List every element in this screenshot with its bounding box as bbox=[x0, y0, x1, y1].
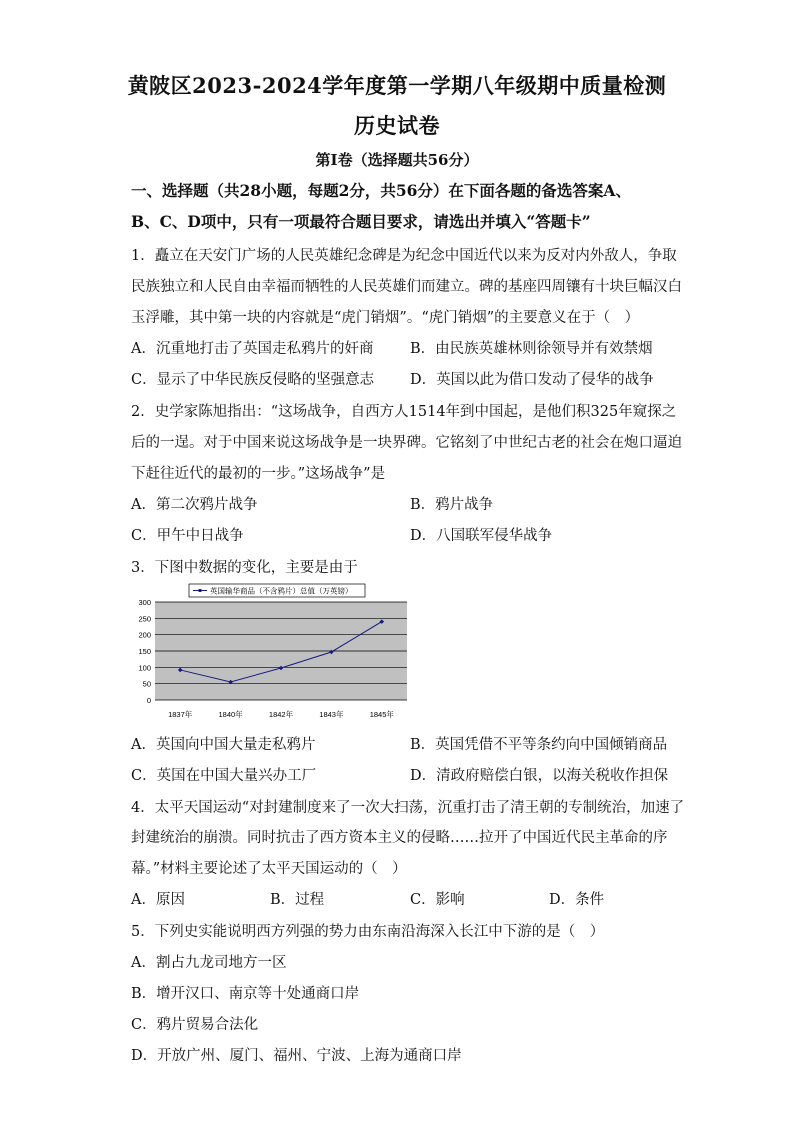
q2-stem-line-1: 2．史学家陈旭指出：“这场战争，自西方人1514年到中国起，是他们积325年窥探之 bbox=[131, 404, 677, 420]
chart-y-tick-label: 250 bbox=[138, 614, 151, 624]
chart-y-tick-label: 150 bbox=[138, 647, 151, 656]
chart-legend-label: 英国输华商品（不含鸦片）总值（万英镑） bbox=[210, 586, 353, 596]
q2-option-b[interactable]: B．鸦片战争 bbox=[410, 497, 494, 513]
q5-stem: 5．下列史实能说明西方列强的势力由东南沿海深入长江中下游的是（ ） bbox=[131, 924, 605, 940]
q4-stem-line-1: 4．太平天国运动“对封建制度来了一次大扫荡，沉重打击了清王朝的专制统治，加速了 bbox=[131, 800, 685, 816]
section-instruction-line-1: 一、选择题（共28小题，每题2分，共56分）在下面各题的备选答案A、 bbox=[131, 181, 631, 200]
q5-option-a[interactable]: A．割占九龙司地方一区 bbox=[131, 955, 287, 971]
q5-option-c[interactable]: C．鸦片贸易合法化 bbox=[131, 1017, 259, 1033]
q1-stem-line-2: 民族独立和人民自由幸福而牺牲的人民英雄们而建立。碑的基座四周镶有十块巨幅汉白 bbox=[131, 279, 682, 295]
q2-option-c[interactable]: C．甲午中日战争 bbox=[131, 528, 244, 544]
q1-stem-line-3: 玉浮雕，其中第一块的内容就是“虎门销烟”。“虎门销烟”的主要意义在于（ ） bbox=[131, 310, 640, 326]
q5-option-b[interactable]: B．增开汉口、南京等十处通商口岸 bbox=[131, 986, 360, 1002]
chart-x-tick-label: 1845年 bbox=[369, 710, 394, 719]
q3-option-b[interactable]: B．英国凭借不平等条约向中国倾销商品 bbox=[410, 737, 668, 753]
q3-stem: 3．下图中数据的变化，主要是由于 bbox=[131, 560, 358, 576]
exam-title: 黄陂区2023-2024学年度第一学期八年级期中质量检测 bbox=[127, 73, 667, 98]
chart-y-tick-label: 0 bbox=[146, 696, 151, 705]
q4-stem-line-3: 幕。”材料主要论述了太平天国运动的（ ） bbox=[131, 861, 407, 877]
chart-y-tick-label: 50 bbox=[142, 679, 151, 689]
section-instruction-line-2: B、C、D项中，只有一项最符合题目要求，请选出并填入“答题卡” bbox=[131, 212, 591, 231]
chart-y-tick-label: 200 bbox=[138, 630, 151, 640]
q1-option-c[interactable]: C．显示了中华民族反侵略的坚强意志 bbox=[131, 372, 375, 388]
chart-legend-marker bbox=[199, 589, 202, 592]
q2-stem-line-3: 下赶往近代的最初的一步。”这场战争”是 bbox=[131, 466, 386, 482]
q1-option-a[interactable]: A．沉重地打击了英国走私鸦片的奸商 bbox=[131, 341, 374, 357]
chart-y-tick-label: 300 bbox=[138, 598, 151, 607]
q2-option-a[interactable]: A．第二次鸦片战争 bbox=[131, 497, 258, 513]
q1-stem-line-1: 1．矗立在天安门广场的人民英雄纪念碑是为纪念中国近代以来为反对内外敌人，争取 bbox=[131, 248, 677, 264]
q4-stem-line-2: 封建统治的崩溃。同时抗击了西方资本主义的侵略……拉开了中国近代民主革命的序 bbox=[131, 830, 668, 846]
q4-option-a[interactable]: A．原因 bbox=[131, 892, 185, 908]
q3-option-d[interactable]: D．清政府赔偿白银，以海关税收作担保 bbox=[410, 768, 669, 784]
chart-svg bbox=[131, 582, 416, 722]
q2-option-d[interactable]: D．八国联军侵华战争 bbox=[410, 528, 553, 544]
q4-option-b[interactable]: B．过程 bbox=[270, 892, 325, 908]
q4-option-c[interactable]: C．影响 bbox=[410, 892, 465, 908]
volume-heading: 第I卷（选择题共56分） bbox=[315, 151, 479, 169]
chart-x-tick-label: 1842年 bbox=[268, 710, 294, 719]
chart-x-tick-label: 1840年 bbox=[218, 710, 243, 719]
q3-option-a[interactable]: A．英国向中国大量走私鸦片 bbox=[131, 737, 316, 753]
q4-option-d[interactable]: D．条件 bbox=[549, 892, 605, 908]
chart-x-tick-label: 1843年 bbox=[319, 710, 344, 719]
q1-option-d[interactable]: D．英国以此为借口发动了侵华的战争 bbox=[410, 372, 654, 388]
q5-option-d[interactable]: D．开放广州、厦门、福州、宁波、上海为通商口岸 bbox=[131, 1048, 462, 1064]
q3-option-c[interactable]: C．英国在中国大量兴办工厂 bbox=[131, 768, 317, 784]
chart-y-tick-label: 100 bbox=[138, 663, 151, 673]
exam-subject: 历史试卷 bbox=[354, 113, 440, 138]
q2-stem-line-2: 后的一逞。对于中国来说这场战争是一块界碑。它铭刻了中世纪古老的社会在炮口逼迫 bbox=[131, 435, 682, 451]
chart-x-tick-label: 1837年 bbox=[168, 710, 193, 719]
trade-value-chart bbox=[131, 582, 416, 722]
q1-option-b[interactable]: B．由民族英雄林则徐领导并有效禁烟 bbox=[410, 341, 653, 357]
